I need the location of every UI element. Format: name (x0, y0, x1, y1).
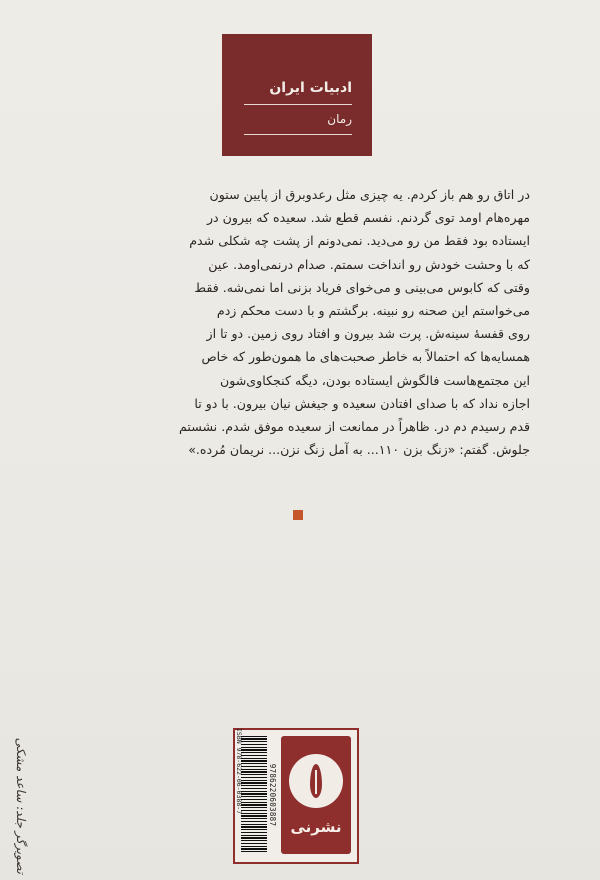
blurb-line: وقتی که کابوس می‌بینی و می‌خوای فریاد بزنی اما نمی‌شه. فقط (194, 279, 530, 295)
blurb-line: این مجتمع‌هاست فالگوش ایستاده بودن، دیگه کنجکاوی‌شون (220, 372, 530, 388)
series-label-box (222, 34, 372, 156)
series-title: ادبیات ایران (269, 80, 352, 96)
signature-text: تصویرگر جلد: ساعد مشکی (14, 737, 28, 874)
blurb-line: ایستاده بود فقط من رو می‌دید. نمی‌دونم از پشت چه شکلی شدم (189, 233, 530, 249)
isbn-strip (233, 728, 243, 864)
reed-icon (310, 764, 322, 798)
cover-artist-signature (4, 737, 30, 874)
blurb-line: می‌خواستم این صحنه رو نبینه. برگشتم و با دست محکم زدم (216, 303, 530, 319)
publisher-name: نشرنی (290, 818, 342, 836)
blurb-line: در اتاق رو هم باز کردم. یه چیزی مثل رعدوبرق از پایین ستون (209, 187, 530, 202)
barcode-icon (241, 736, 267, 854)
blurb-line: مهره‌هام اومد توی گردنم. نفسم قطع شد. سعیده که بیرون در (206, 210, 530, 226)
blurb-line: جلوش. گفتم: «زنگ بزن ۱۱۰... به آمل زنگ نزن... نریمان مُرده.» (188, 442, 530, 458)
publisher-block (233, 728, 359, 864)
publisher-logo-icon (289, 754, 343, 808)
blurb-line: همسایه‌ها که احتمالاً به خاطر صحبت‌های ما همون‌طور که خاص (201, 349, 530, 365)
blurb-line: قدم رسیدم دم در. ظاهراً در ممانعت از سعیده موفق شدم. نشستم (179, 419, 530, 435)
isbn-text: ISBN 978-622-06-0388-7 (235, 728, 243, 815)
series-divider-bottom (244, 134, 352, 135)
blurb-line: روی قفسهٔ سینه‌ش. پرت شد بیرون و افتاد روی زمین. دو تا از (206, 326, 530, 342)
barcode-number: 9786220603887 (268, 763, 277, 827)
publisher-logo-panel (281, 736, 351, 854)
blurb-line: که با وحشت خودش رو انداخت سمتم. صدام درنمی‌اومد. عین (208, 256, 530, 272)
blurb-text (70, 183, 530, 461)
blurb-line: اجازه نداد که با صدای افتادن سعیده و جیغش نیان بیرون. با دو تا (194, 395, 530, 411)
barcode-area (239, 736, 279, 854)
series-subtitle: رمان (327, 112, 352, 126)
series-divider-top (244, 104, 352, 105)
square-ornament-icon (293, 510, 303, 520)
